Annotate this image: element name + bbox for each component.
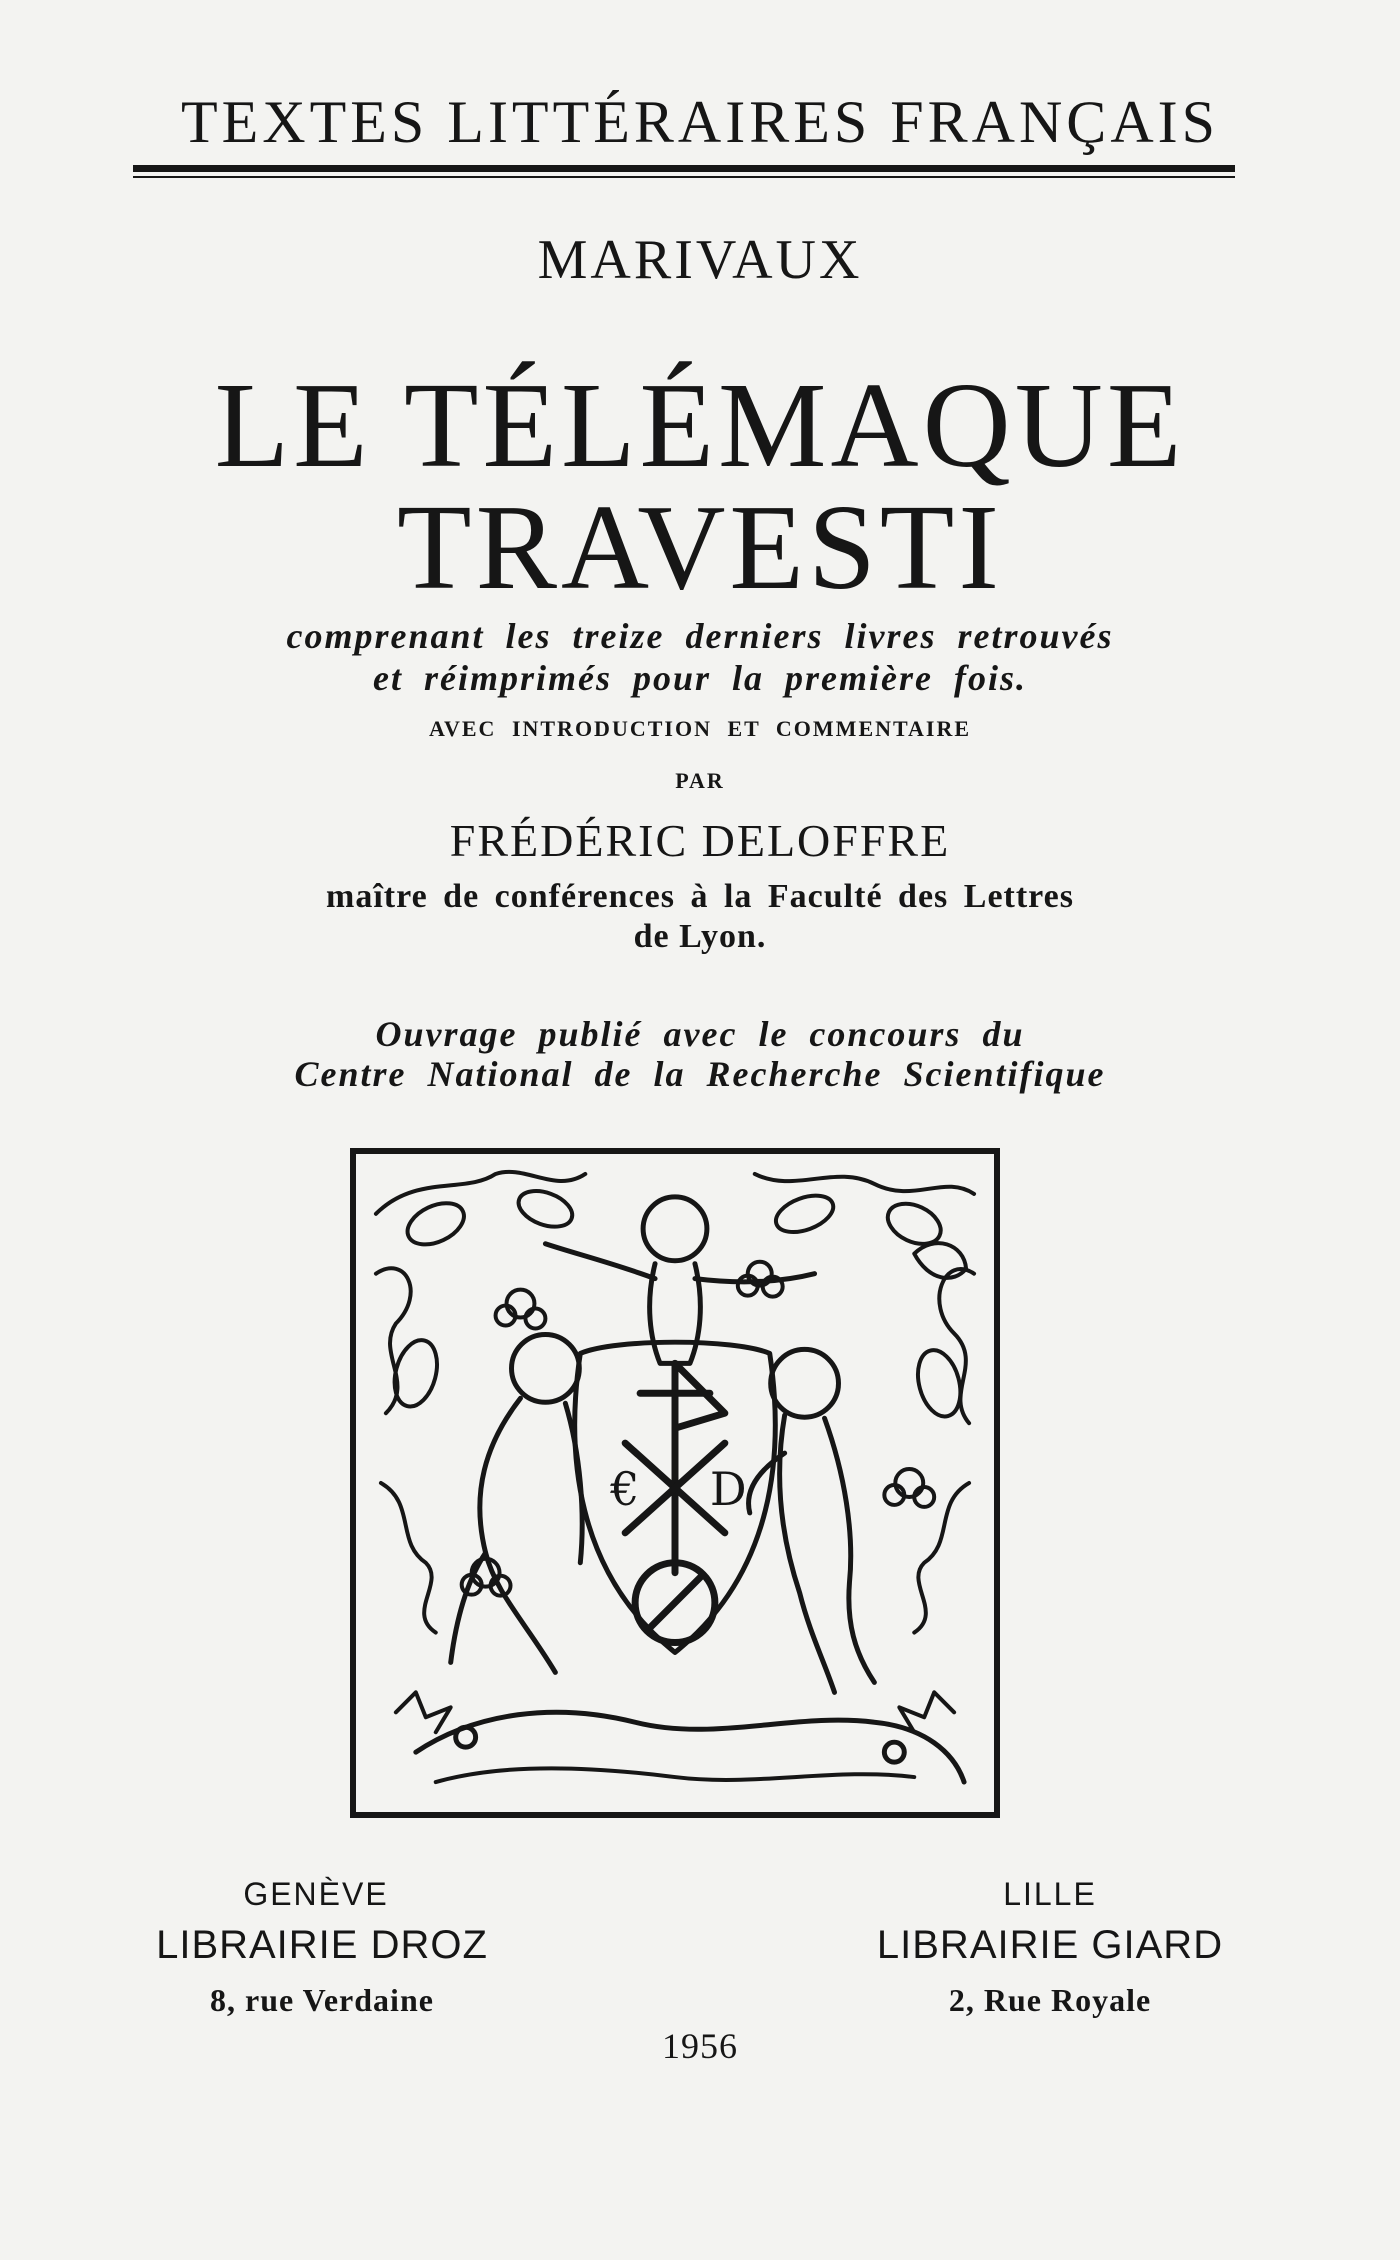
subtitle-line-1: comprenant les treize derniers livres retrouvés (286, 616, 1114, 656)
book-title-line-1: LE TÉLÉMAQUE (214, 358, 1186, 493)
publisher-right-name: LIBRAIRIE GIARD (876, 1923, 1224, 1967)
publisher-right-city: LILLE (1003, 1876, 1097, 1912)
publisher-left-city: GENÈVE (243, 1876, 389, 1912)
device-letter-right: D (709, 1461, 747, 1516)
printers-mark-woodcut-icon (350, 1148, 1000, 1818)
subtitle-line-2: et réimprimés pour la première fois. (373, 658, 1027, 698)
device-letter-left: € (610, 1461, 640, 1516)
author-name: MARIVAUX (537, 229, 863, 291)
header-rule-thin (133, 176, 1235, 178)
by-label: PAR (675, 768, 725, 793)
editor-name: FRÉDÉRIC DELOFFRE (449, 815, 951, 866)
header-rule-thick (133, 165, 1235, 172)
editor-affiliation-line-2: de Lyon. (633, 918, 767, 955)
publication-year: 1956 (662, 2026, 738, 2066)
book-title-line-2: TRAVESTI (397, 480, 1003, 615)
publication-note-line-1: Ouvrage publié avec le concours du (375, 1014, 1025, 1054)
series-title: TEXTES LITTÉRAIRES FRANÇAIS (181, 89, 1219, 155)
edition-note: AVEC INTRODUCTION ET COMMENTAIRE (428, 716, 972, 741)
editor-affiliation-line-1: maître de conférences à la Faculté des Lettres (326, 878, 1074, 915)
publication-note-line-2: Centre National de la Recherche Scientifique (294, 1054, 1106, 1094)
publisher-left-address: 8, rue Verdaine (210, 1982, 434, 2018)
publisher-right-address: 2, Rue Royale (948, 1982, 1152, 2018)
publisher-left-name: LIBRAIRIE DROZ (156, 1923, 488, 1967)
